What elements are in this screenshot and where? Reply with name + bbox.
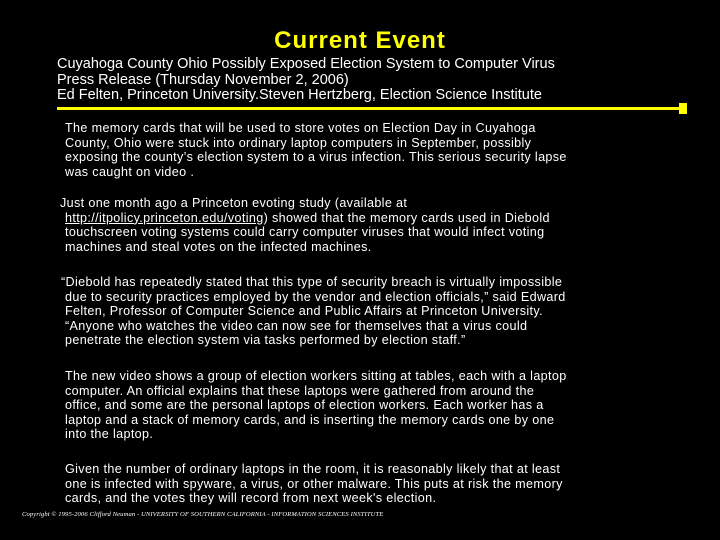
copyright-footer: Copyright © 1995-2006 Clifford Neuman - UNIVERSITY OF SOUTHERN CALIFORNIA - INFORMATION SCIENCES INSTITUTE <box>22 511 384 518</box>
paragraph-line: The memory cards that will be used to store votes on Election Day in Cuyahoga <box>65 121 536 135</box>
paragraph-line-rest: ) showed that the memory cards used in Diebold <box>263 210 550 225</box>
paragraph-line: was caught on video . <box>65 164 195 179</box>
slide-title: Current Event <box>274 27 446 54</box>
paragraph-line: “Diebold has repeatedly stated that this type of security breach is virtually impossible <box>61 275 563 289</box>
paragraph-line: The new video shows a group of election workers sitting at tables, each with a laptop <box>65 369 567 383</box>
paragraph-line: Felten, Professor of Computer Science and Public Affairs at Princeton University. <box>65 304 543 319</box>
paragraph-line: County, Ohio were stuck into ordinary laptop computers in September, possibly <box>65 135 532 150</box>
header-press-release-date: Press Release (Thursday November 2, 2006) <box>57 71 349 88</box>
header-divider-rule <box>57 107 679 110</box>
paragraph-line-with-link <box>60 211 550 226</box>
paragraph-line: exposing the county’s election system to a virus infection. This serious security lapse <box>65 150 567 165</box>
princeton-study-link[interactable]: http://itpolicy.princeton.edu/voting <box>65 210 264 225</box>
header-authors: Ed Felten, Princeton University.Steven Hertzberg, Election Science Institute <box>57 87 542 103</box>
paragraph-princeton-study <box>60 196 550 254</box>
paragraph-ordinary-laptops <box>65 462 563 506</box>
paragraph-line: into the laptop. <box>65 427 154 442</box>
paragraph-memory-cards <box>65 121 567 179</box>
paragraph-line: “Anyone who watches the video can now see for themselves that a virus could <box>65 318 528 333</box>
paragraph-line: touchscreen voting systems could carry computer viruses that would infect voting <box>65 225 545 240</box>
paragraph-diebold-quote <box>61 275 566 348</box>
paragraph-line: office, and some are the personal laptops of election workers. Each worker has a <box>65 398 544 413</box>
paragraph-line: Given the number of ordinary laptops in the room, it is reasonably likely that at least <box>65 462 561 476</box>
paragraph-line: machines and steal votes on the infected machines. <box>65 239 372 254</box>
paragraph-line: computer. An official explains that these laptops were gathered from around the <box>65 383 535 398</box>
paragraph-line: due to security practices employed by the vendor and election officials,” said Edward <box>65 289 566 304</box>
header-headline: Cuyahoga County Ohio Possibly Exposed Election System to Computer Virus <box>57 56 555 72</box>
paragraph-line: cards, and the votes they will record from next week's election. <box>65 491 437 506</box>
paragraph-line: one is infected with spyware, a virus, or other malware. This puts at risk the memory <box>65 476 563 491</box>
header-divider-endcap <box>679 103 687 114</box>
paragraph-line: Just one month ago a Princeton evoting study (available at <box>60 196 408 210</box>
paragraph-line: laptop and a stack of memory cards, and is inserting the memory cards one by one <box>65 412 555 427</box>
paragraph-line: penetrate the election system via tasks performed by election staff.” <box>65 333 466 348</box>
paragraph-new-video <box>65 369 567 442</box>
press-release-header <box>57 57 697 104</box>
